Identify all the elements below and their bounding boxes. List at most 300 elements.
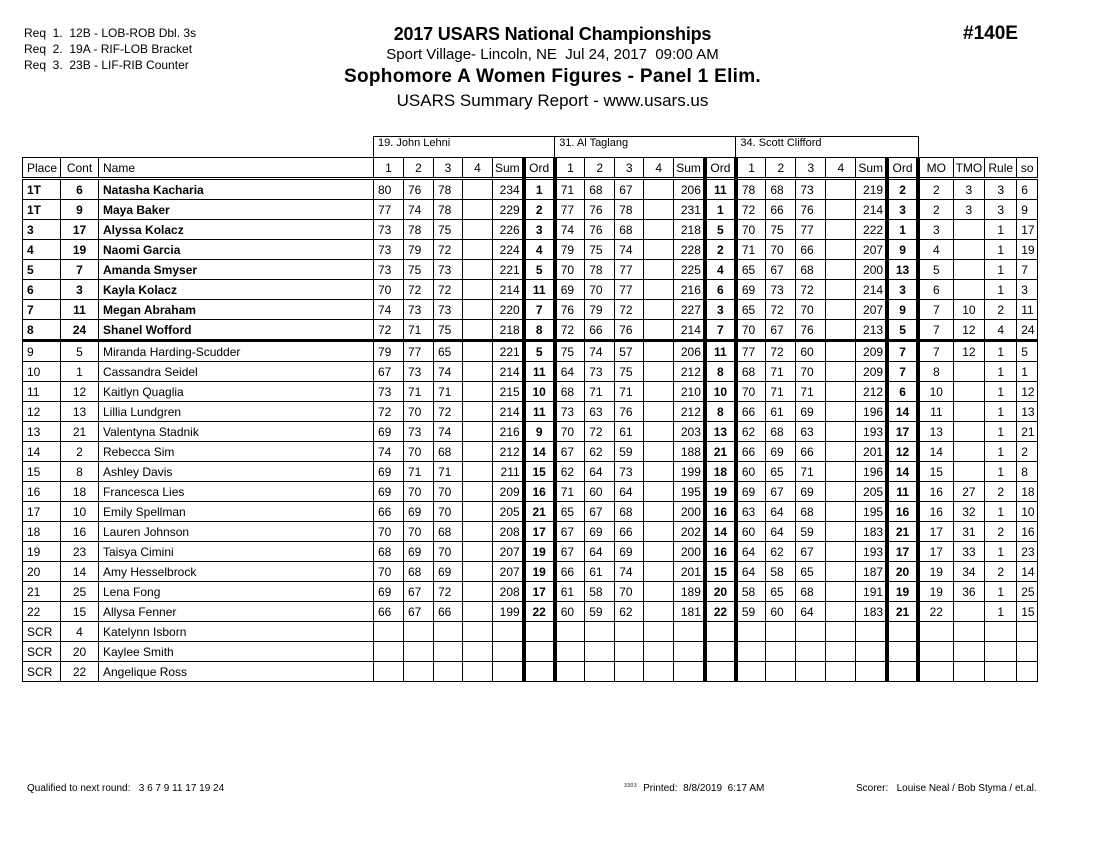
so-cell (1017, 662, 1038, 682)
judge-2-ordinal (705, 642, 736, 662)
judge-2-score-3: 68 (615, 220, 644, 240)
judge-3-score-2: 67 (766, 482, 796, 502)
judge-1-ordinal: 17 (524, 582, 555, 602)
judge-2-score-4 (644, 522, 674, 542)
judge-1-score-1: 69 (374, 422, 404, 442)
judge-2-score-3 (615, 662, 644, 682)
so-cell: 21 (1017, 422, 1038, 442)
so-cell: 2 (1017, 442, 1038, 462)
so-cell: 5 (1017, 341, 1038, 362)
judge-2-score-4 (644, 220, 674, 240)
rule-cell: 1 (985, 462, 1017, 482)
judge-3-score-1: 68 (736, 362, 766, 382)
judge-3-score-2: 73 (766, 280, 796, 300)
judge-2-sum: 199 (674, 462, 705, 482)
requirement-2: Req 2. 19A - RIF-LOB Bracket (24, 42, 193, 56)
judge-3-ordinal (887, 642, 918, 662)
judge-1-score-4 (463, 200, 493, 220)
judge-3-ordinal: 13 (887, 260, 918, 280)
judge-1-score-3 (434, 642, 463, 662)
judge-2-ordinal: 10 (705, 382, 736, 402)
judge-2-score-4 (644, 422, 674, 442)
mo-cell: 2 (918, 179, 953, 200)
judge-3-score-1: 60 (736, 462, 766, 482)
judge-1-ordinal: 11 (524, 280, 555, 300)
judge-3-score-2: 64 (766, 502, 796, 522)
judge-3-score-4 (826, 522, 856, 542)
judge-3-sum (856, 642, 887, 662)
judge-1-score-4 (463, 522, 493, 542)
judge-3-score-4 (826, 300, 856, 320)
judge-3-score-1 (736, 642, 766, 662)
judge-3-score-2: 67 (766, 320, 796, 341)
judge-2-score-3: 75 (615, 362, 644, 382)
judge-2-score-2: 63 (585, 402, 615, 422)
so-cell: 11 (1017, 300, 1038, 320)
qualified-list: Qualified to next round: 3 6 7 9 11 17 19 24 (27, 783, 225, 794)
place-cell: 1T (23, 200, 61, 220)
judge-2-sum: 200 (674, 542, 705, 562)
tmo-cell: 10 (953, 300, 985, 320)
judge-1-score-4 (463, 422, 493, 442)
judge-3-score-2 (766, 642, 796, 662)
contestant-number-cell: 1 (61, 362, 99, 382)
judge-1-score-2: 71 (404, 320, 434, 341)
judge-1-ordinal: 9 (524, 422, 555, 442)
judge-2-score-4 (644, 502, 674, 522)
judge-2-sum: 189 (674, 582, 705, 602)
judge-1-score-1: 77 (374, 200, 404, 220)
table-row (23, 220, 1038, 240)
tmo-cell: 3 (953, 200, 985, 220)
judge-1-score-1: 67 (374, 362, 404, 382)
table-row (23, 662, 1038, 682)
judge-3-score-2 (766, 662, 796, 682)
table-row (23, 562, 1038, 582)
judge-1-ordinal: 11 (524, 402, 555, 422)
col-j1-2: 2 (404, 158, 434, 179)
rule-cell: 1 (985, 502, 1017, 522)
tmo-cell (953, 662, 985, 682)
contestant-number-cell: 12 (61, 382, 99, 402)
judge-1-score-1: 74 (374, 300, 404, 320)
judge-2-score-1: 64 (555, 362, 585, 382)
contestant-number-cell: 9 (61, 200, 99, 220)
so-cell: 8 (1017, 462, 1038, 482)
judge-3-score-3: 64 (796, 602, 826, 622)
place-cell: 11 (23, 382, 61, 402)
judge-2-score-2: 60 (585, 482, 615, 502)
table-row (23, 482, 1038, 502)
judge-2-sum: 181 (674, 602, 705, 622)
col-so: so (1017, 158, 1038, 179)
judge-2-sum (674, 622, 705, 642)
judge-1-sum: 199 (493, 602, 524, 622)
col-j2-3: 3 (615, 158, 644, 179)
skater-name-cell: Kaylee Smith (99, 642, 374, 662)
mo-cell: 4 (918, 240, 953, 260)
contestant-number-cell: 15 (61, 602, 99, 622)
contestant-number-cell: 2 (61, 442, 99, 462)
judge-2-sum: 203 (674, 422, 705, 442)
col-j1-4: 4 (463, 158, 493, 179)
judge-3-score-3: 66 (796, 240, 826, 260)
judge-3-score-3: 59 (796, 522, 826, 542)
judge-3-score-2: 72 (766, 300, 796, 320)
judge-2-score-4 (644, 362, 674, 382)
judge-2-score-3 (615, 622, 644, 642)
col-name: Name (99, 158, 374, 179)
judge-3-score-3 (796, 622, 826, 642)
judge-1-score-3: 75 (434, 220, 463, 240)
contestant-number-cell: 4 (61, 622, 99, 642)
judge-2-score-1: 60 (555, 602, 585, 622)
place-cell: 22 (23, 602, 61, 622)
judge-3-sum: 209 (856, 341, 887, 362)
contestant-number-cell: 21 (61, 422, 99, 442)
judge-1-sum: 214 (493, 280, 524, 300)
judge-1-score-3: 75 (434, 320, 463, 341)
col-j2-sum: Sum (674, 158, 705, 179)
col-mo: MO (918, 158, 953, 179)
mo-cell (918, 662, 953, 682)
judge-1-sum: 226 (493, 220, 524, 240)
judge-1-score-4 (463, 382, 493, 402)
judge-1-score-2: 71 (404, 382, 434, 402)
judge-3-score-1: 70 (736, 220, 766, 240)
rule-cell: 1 (985, 542, 1017, 562)
judge-1-ordinal: 1 (524, 179, 555, 200)
judge-3-score-2: 65 (766, 582, 796, 602)
mo-cell: 16 (918, 502, 953, 522)
judge-3-sum: 183 (856, 522, 887, 542)
judge-3-sum: 183 (856, 602, 887, 622)
so-cell: 12 (1017, 382, 1038, 402)
judge-2-score-1: 77 (555, 200, 585, 220)
table-row (23, 542, 1038, 562)
judge-3-ordinal: 11 (887, 482, 918, 502)
judge-2-score-4 (644, 320, 674, 341)
table-row (23, 422, 1038, 442)
so-cell: 19 (1017, 240, 1038, 260)
rule-cell: 2 (985, 562, 1017, 582)
judge-1-ordinal: 19 (524, 542, 555, 562)
place-cell: SCR (23, 622, 61, 642)
place-cell: 14 (23, 442, 61, 462)
printed-info (624, 783, 764, 794)
judge-3-score-2: 75 (766, 220, 796, 240)
judge-3-score-3: 69 (796, 402, 826, 422)
mo-cell: 10 (918, 382, 953, 402)
judge-2-score-4 (644, 602, 674, 622)
judge-1-score-3: 74 (434, 362, 463, 382)
mo-cell (918, 642, 953, 662)
skater-name-cell: Lauren Johnson (99, 522, 374, 542)
so-cell: 23 (1017, 542, 1038, 562)
judge-1-score-3: 71 (434, 462, 463, 482)
judge-3-ordinal: 19 (887, 582, 918, 602)
mo-cell: 17 (918, 542, 953, 562)
judge-1-ordinal (524, 622, 555, 642)
judge-1-score-2: 71 (404, 462, 434, 482)
mo-cell (918, 622, 953, 642)
rule-cell: 1 (985, 362, 1017, 382)
judge-3-score-2: 66 (766, 200, 796, 220)
judge-1-ordinal: 19 (524, 562, 555, 582)
judge-1-score-4 (463, 240, 493, 260)
mo-cell: 11 (918, 402, 953, 422)
place-cell: 13 (23, 422, 61, 442)
judge-3-ordinal: 2 (887, 179, 918, 200)
column-header-row (23, 158, 1038, 179)
place-cell: 20 (23, 562, 61, 582)
judge-2-score-1: 72 (555, 320, 585, 341)
judge-2-score-2: 76 (585, 200, 615, 220)
judge-1-sum: 215 (493, 382, 524, 402)
judge-2-score-3: 71 (615, 382, 644, 402)
judge-1-score-2 (404, 662, 434, 682)
contestant-number-cell: 25 (61, 582, 99, 602)
judge-1-score-1: 70 (374, 522, 404, 542)
judge-2-score-3: 67 (615, 179, 644, 200)
judge-3-score-4 (826, 542, 856, 562)
tmo-cell: 27 (953, 482, 985, 502)
tmo-cell (953, 382, 985, 402)
judge-3-score-2: 62 (766, 542, 796, 562)
judge-3-score-4 (826, 200, 856, 220)
col-j3-3: 3 (796, 158, 826, 179)
skater-name-cell: Francesca Lies (99, 482, 374, 502)
judge-2-score-2: 72 (585, 422, 615, 442)
judge-2-score-4 (644, 240, 674, 260)
skater-name-cell: Kaitlyn Quaglia (99, 382, 374, 402)
judge-3-score-3: 65 (796, 562, 826, 582)
so-cell: 6 (1017, 179, 1038, 200)
judge-2-score-1: 61 (555, 582, 585, 602)
mo-cell: 7 (918, 320, 953, 341)
judge-2-ordinal: 8 (705, 362, 736, 382)
so-cell: 1 (1017, 362, 1038, 382)
place-cell: SCR (23, 642, 61, 662)
judge-2-ordinal (705, 662, 736, 682)
judge-1-ordinal: 8 (524, 320, 555, 341)
judge-2-sum (674, 642, 705, 662)
judge-3-sum: 214 (856, 280, 887, 300)
judge-2-ordinal: 7 (705, 320, 736, 341)
judge-2-score-4 (644, 442, 674, 462)
judge-1-score-4 (463, 300, 493, 320)
judge-3-sum: 219 (856, 179, 887, 200)
judge-1-score-1: 66 (374, 502, 404, 522)
contestant-number-cell: 20 (61, 642, 99, 662)
skater-name-cell: Amy Hesselbrock (99, 562, 374, 582)
col-j1-ord: Ord (524, 158, 555, 179)
judge-1-ordinal: 3 (524, 220, 555, 240)
tmo-cell: 12 (953, 320, 985, 341)
skater-name-cell: Lillia Lundgren (99, 402, 374, 422)
mo-cell: 3 (918, 220, 953, 240)
mo-cell: 6 (918, 280, 953, 300)
judge-3-ordinal (887, 622, 918, 642)
place-cell: 19 (23, 542, 61, 562)
judge-1-score-2: 70 (404, 522, 434, 542)
skater-name-cell: Kayla Kolacz (99, 280, 374, 300)
place-cell: 5 (23, 260, 61, 280)
judge-3-name: 34. Scott Clifford (736, 137, 918, 158)
judge-1-score-4 (463, 320, 493, 341)
judge-1-score-3: 68 (434, 522, 463, 542)
tmo-cell: 33 (953, 542, 985, 562)
col-j3-1: 1 (736, 158, 766, 179)
judge-1-score-1: 80 (374, 179, 404, 200)
judge-3-score-3: 73 (796, 179, 826, 200)
rule-cell: 2 (985, 300, 1017, 320)
judge-1-score-3: 72 (434, 280, 463, 300)
judge-3-ordinal: 6 (887, 382, 918, 402)
judge-3-score-4 (826, 422, 856, 442)
judge-2-score-4 (644, 341, 674, 362)
judge-1-ordinal: 5 (524, 341, 555, 362)
judge-2-score-3: 77 (615, 260, 644, 280)
skater-name-cell: Alyssa Kolacz (99, 220, 374, 240)
judge-1-score-2 (404, 622, 434, 642)
judge-2-sum: 195 (674, 482, 705, 502)
judge-1-sum: 221 (493, 260, 524, 280)
judge-1-score-4 (463, 502, 493, 522)
judge-3-ordinal: 21 (887, 522, 918, 542)
skater-name-cell: Rebecca Sim (99, 442, 374, 462)
judge-3-score-3: 68 (796, 582, 826, 602)
judge-3-sum: 195 (856, 502, 887, 522)
judge-1-ordinal: 16 (524, 482, 555, 502)
judge-1-score-1: 70 (374, 562, 404, 582)
judge-2-score-2: 74 (585, 341, 615, 362)
judge-2-ordinal: 3 (705, 300, 736, 320)
table-row (23, 362, 1038, 382)
judge-3-ordinal: 14 (887, 462, 918, 482)
tmo-cell (953, 260, 985, 280)
skater-name-cell: Maya Baker (99, 200, 374, 220)
judge-2-sum: 218 (674, 220, 705, 240)
judge-3-sum (856, 662, 887, 682)
judge-3-score-2: 69 (766, 442, 796, 462)
contestant-number-cell: 23 (61, 542, 99, 562)
judge-2-score-1: 70 (555, 260, 585, 280)
so-cell (1017, 642, 1038, 662)
judge-2-sum: 212 (674, 402, 705, 422)
so-cell: 7 (1017, 260, 1038, 280)
skater-name-cell: Megan Abraham (99, 300, 374, 320)
judge-3-score-4 (826, 502, 856, 522)
judge-1-sum: 216 (493, 422, 524, 442)
judge-2-ordinal: 20 (705, 582, 736, 602)
skater-name-cell: Taisya Cimini (99, 542, 374, 562)
place-cell: 9 (23, 341, 61, 362)
judge-2-ordinal: 19 (705, 482, 736, 502)
judge-3-score-3: 67 (796, 542, 826, 562)
judge-3-sum: 209 (856, 362, 887, 382)
judge-3-score-3: 68 (796, 260, 826, 280)
judge-2-ordinal: 11 (705, 341, 736, 362)
skater-name-cell: Allysa Fenner (99, 602, 374, 622)
judge-3-score-3: 76 (796, 200, 826, 220)
judge-3-score-4 (826, 320, 856, 341)
judge-3-score-2: 71 (766, 382, 796, 402)
judge-2-score-2: 78 (585, 260, 615, 280)
judge-3-score-2: 67 (766, 260, 796, 280)
judge-2-score-3: 62 (615, 602, 644, 622)
judge-3-ordinal: 3 (887, 200, 918, 220)
judge-2-score-4 (644, 622, 674, 642)
place-cell: 1T (23, 179, 61, 200)
judge-2-ordinal: 2 (705, 240, 736, 260)
judge-1-sum: 220 (493, 300, 524, 320)
judge-1-sum: 212 (493, 442, 524, 462)
judge-2-score-3: 57 (615, 341, 644, 362)
judge-3-score-1: 65 (736, 300, 766, 320)
rule-cell (985, 622, 1017, 642)
competition-title: 2017 USARS National Championships (393, 24, 712, 44)
judge-1-sum: 214 (493, 362, 524, 382)
judge-3-score-1 (736, 622, 766, 642)
tmo-cell: 31 (953, 522, 985, 542)
judge-3-score-2: 68 (766, 179, 796, 200)
judge-3-score-1: 69 (736, 280, 766, 300)
judge-3-score-4 (826, 280, 856, 300)
judge-2-sum: 214 (674, 320, 705, 341)
judge-1-sum: 211 (493, 462, 524, 482)
contestant-number-cell: 16 (61, 522, 99, 542)
judge-1-score-3: 68 (434, 442, 463, 462)
judge-2-ordinal: 11 (705, 179, 736, 200)
judge-3-score-3: 76 (796, 320, 826, 341)
judge-1-ordinal (524, 642, 555, 662)
skater-name-cell: Cassandra Seidel (99, 362, 374, 382)
judge-1-score-1 (374, 642, 404, 662)
judge-2-score-4 (644, 582, 674, 602)
col-rule: Rule (985, 158, 1017, 179)
judge-2-score-3: 59 (615, 442, 644, 462)
table-row (23, 382, 1038, 402)
col-cont: Cont (61, 158, 99, 179)
judge-1-score-4 (463, 341, 493, 362)
judge-3-score-2: 64 (766, 522, 796, 542)
judge-3-score-2: 71 (766, 362, 796, 382)
judge-2-ordinal (705, 622, 736, 642)
judge-2-score-1: 71 (555, 482, 585, 502)
col-j2-4: 4 (644, 158, 674, 179)
judge-2-sum: 210 (674, 382, 705, 402)
table-row (23, 442, 1038, 462)
judge-3-score-1: 65 (736, 260, 766, 280)
judge-3-score-3: 68 (796, 502, 826, 522)
judge-3-score-4 (826, 260, 856, 280)
contestant-number-cell: 11 (61, 300, 99, 320)
rule-cell: 1 (985, 260, 1017, 280)
judge-1-score-2: 67 (404, 602, 434, 622)
skater-name-cell: Angelique Ross (99, 662, 374, 682)
judge-2-score-4 (644, 382, 674, 402)
so-cell: 14 (1017, 562, 1038, 582)
tmo-cell: 32 (953, 502, 985, 522)
mo-cell: 7 (918, 341, 953, 362)
judge-1-ordinal: 15 (524, 462, 555, 482)
rule-cell: 2 (985, 482, 1017, 502)
rule-cell: 1 (985, 341, 1017, 362)
contestant-number-cell: 5 (61, 341, 99, 362)
judge-1-score-3: 70 (434, 482, 463, 502)
judge-3-score-1: 64 (736, 562, 766, 582)
